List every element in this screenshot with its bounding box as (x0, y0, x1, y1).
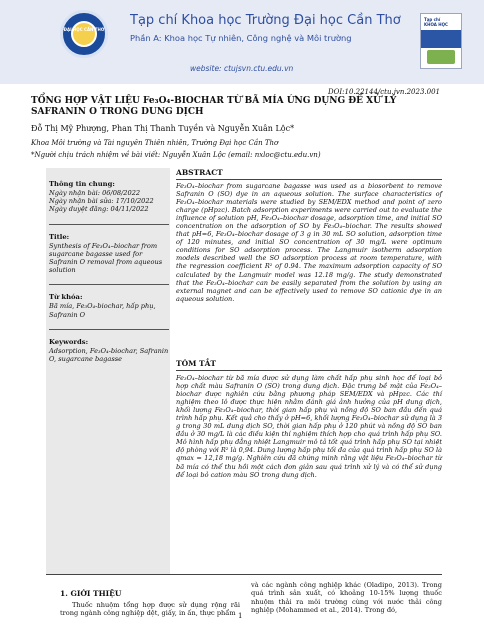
corresponding-author: *Người chịu trách nhiệm về bài viết: Nguyễn Xuân Lộc (email: nxloc@ctu.edu.vn) (31, 151, 321, 159)
abstract-heading: ABSTRACT (176, 168, 223, 177)
accepted-date: Ngày duyệt đăng: 04/11/2022 (49, 205, 149, 214)
keywords-vi: Bã mía, Fe₃O₄-biochar, hấp phụ, Safranin O (49, 302, 156, 319)
tomtat-rule (176, 370, 442, 371)
journal-subtitle: Phần A: Khoa học Tự nhiên, Công nghệ và Môi trường (130, 33, 352, 43)
logo-emblem (71, 21, 97, 47)
body-column-right: và các ngành công nghiệp khác (Oladipo, 2013). Trong quá trình sản xuất, có khoảng 10-15% lượng thuốc nhuộm thải ra môi trường cùng với nước thải công nghiệp (Mohammed et al., 2014). Trong đó, (251, 581, 442, 615)
body-column-left: Thuốc nhuộm tổng hợp được sử dụng rộng rãi trong ngành công nghiệp dệt, giấy, in ấn, thực phẩm (60, 601, 240, 618)
logo-text: ĐẠI HỌC CẦN THƠ (63, 27, 105, 32)
authors: Đỗ Thị Mỹ Phượng, Phan Thị Thanh Tuyền và Nguyễn Xuân Lộc* (31, 124, 295, 133)
page-number: 1 (238, 612, 243, 620)
journal-title: Tạp chí Khoa học Trường Đại học Cần Thơ (130, 13, 401, 28)
section-heading: 1. GIỚI THIỆU (60, 589, 122, 598)
abstract-rule (176, 179, 442, 180)
cover-image (427, 50, 455, 64)
tomtat-heading: TÓM TẮT (176, 359, 217, 368)
english-title: Synthesis of Fe₃O₄–biochar from sugarcane bagasse used for Safranin O removal from aqueous solution (49, 241, 163, 275)
cover-band (421, 30, 461, 48)
affiliation: Khoa Môi trường và Tài nguyên Thiên nhiên, Trường Đại học Cần Thơ (31, 139, 279, 147)
article-info-panel (46, 168, 170, 574)
keywords-vi-label: Từ khóa: (49, 293, 83, 302)
title-label: Title: (49, 232, 70, 241)
received-date: Ngày nhận bài: 06/08/2022 (49, 189, 141, 197)
journal-website[interactable]: website: ctujsvn.ctu.edu.vn (190, 64, 294, 73)
article-title: TỔNG HỢP VẬT LIỆU Fe₃O₄-BIOCHAR TỪ BÃ MÍA ỨNG DỤNG ĐỂ XỬ LÝ SAFRANIN O TRONG DUNG DỊCH (31, 96, 397, 117)
doi[interactable]: DOI:10.22144/ctu.jvn.2023.001 (328, 88, 440, 96)
info-heading: Thông tin chung: (49, 180, 115, 188)
journal-header (0, 0, 484, 84)
university-logo (60, 10, 108, 58)
journal-cover-thumbnail (420, 13, 462, 69)
divider (49, 329, 169, 330)
divider (49, 224, 169, 225)
revised-date: Ngày nhận bài sửa: 17/10/2022 (49, 197, 154, 206)
keywords-en: Adsorption, Fe₃O₄-biochar, Safranin O, sugarcane bagasse (49, 346, 169, 364)
tomtat-text: Fe₃O₄–biochar từ bã mía được sử dụng làm chất hấp phụ sinh học để loại bỏ hợp chất màu Safranin O (SO) trong dung dịch. Đặc trưng bề mặt của Fe₃O₄–biochar được nghiên cứu bằng phương pháp SEM/EDX và pHpzc. Các thí nghiệm theo lô được thực hiện nhằm đánh giá ảnh hưởng của pH dung dịch, khối lượng Fe₃O₄–biochar, thời gian hấp phụ và nồng độ SO ban đầu đến quá trình hấp phụ. Kết quả cho thấy ở pH=6, khối lượng Fe₃O₄–biochar sử dụng là 3 g trong 30 mL dung dịch SO, thời gian hấp phụ ở 120 phút và nồng độ SO ban đầu ở 30 mg/L là các điều kiện thí nghiệm thích hợp cho quá trình hấp phụ SO. Mô hình hấp phụ đẳng nhiệt Langmuir mô tả tốt quá trình hấp phụ SO tại nhiệt độ phòng với R² là 0,94. Dung lượng hấp phụ tối đa của quá trình hấp phụ SO là qmax = 12,18 mg/g. Nghiên cứu đã chứng minh rằng vật liệu Fe₃O₄–biochar từ bã mía có thể thu hồi một cách đơn giản sau quá trình xử lý và có thể sử dụng để loại bỏ cation màu SO trong dung dịch. (176, 374, 442, 479)
keywords-en-label: Keywords: (49, 337, 89, 346)
cover-title: Tạp chí KHOA HỌC (424, 17, 448, 27)
divider (49, 284, 169, 285)
abstract-text: Fe₃O₄–biochar from sugarcane bagasse was used as a biosorbent to remove Safranin O (SO) dye in an aqueous solution. The surface characteristics of Fe₃O₄–biochar materials were studied by SEM/EDX method and point of zero charge (pHpzc). Batch adsorption experiments were carried out to evaluate the influence of solution pH, Fe₃O₄–biochar dosage, adsorption time, and initial SO concentration on the adsorption of SO by Fe₃O₄–biochar. The results showed that pH=6, Fe₃O₄–biochar dosage of 3 g in 30 mL SO solution, adsorption time of 120 minutes, and initial SO concentration of 30 mg/L were optimum conditions for SO adsorption process. The Langmuir isotherm adsorption models described well the SO adsorption process at room temperature, with the regression coefficient R² of 0.94. The maximum adsorption capacity of SO calculated by the Langmuir model was 12.18 mg/g. The study demonstrated that the Fe₃O₄–biochar can be easily separated from the solution by using an external magnet and can be effectively used to remove SO cationic dye in an aqueous solution. (176, 182, 442, 303)
section-divider (46, 574, 442, 575)
